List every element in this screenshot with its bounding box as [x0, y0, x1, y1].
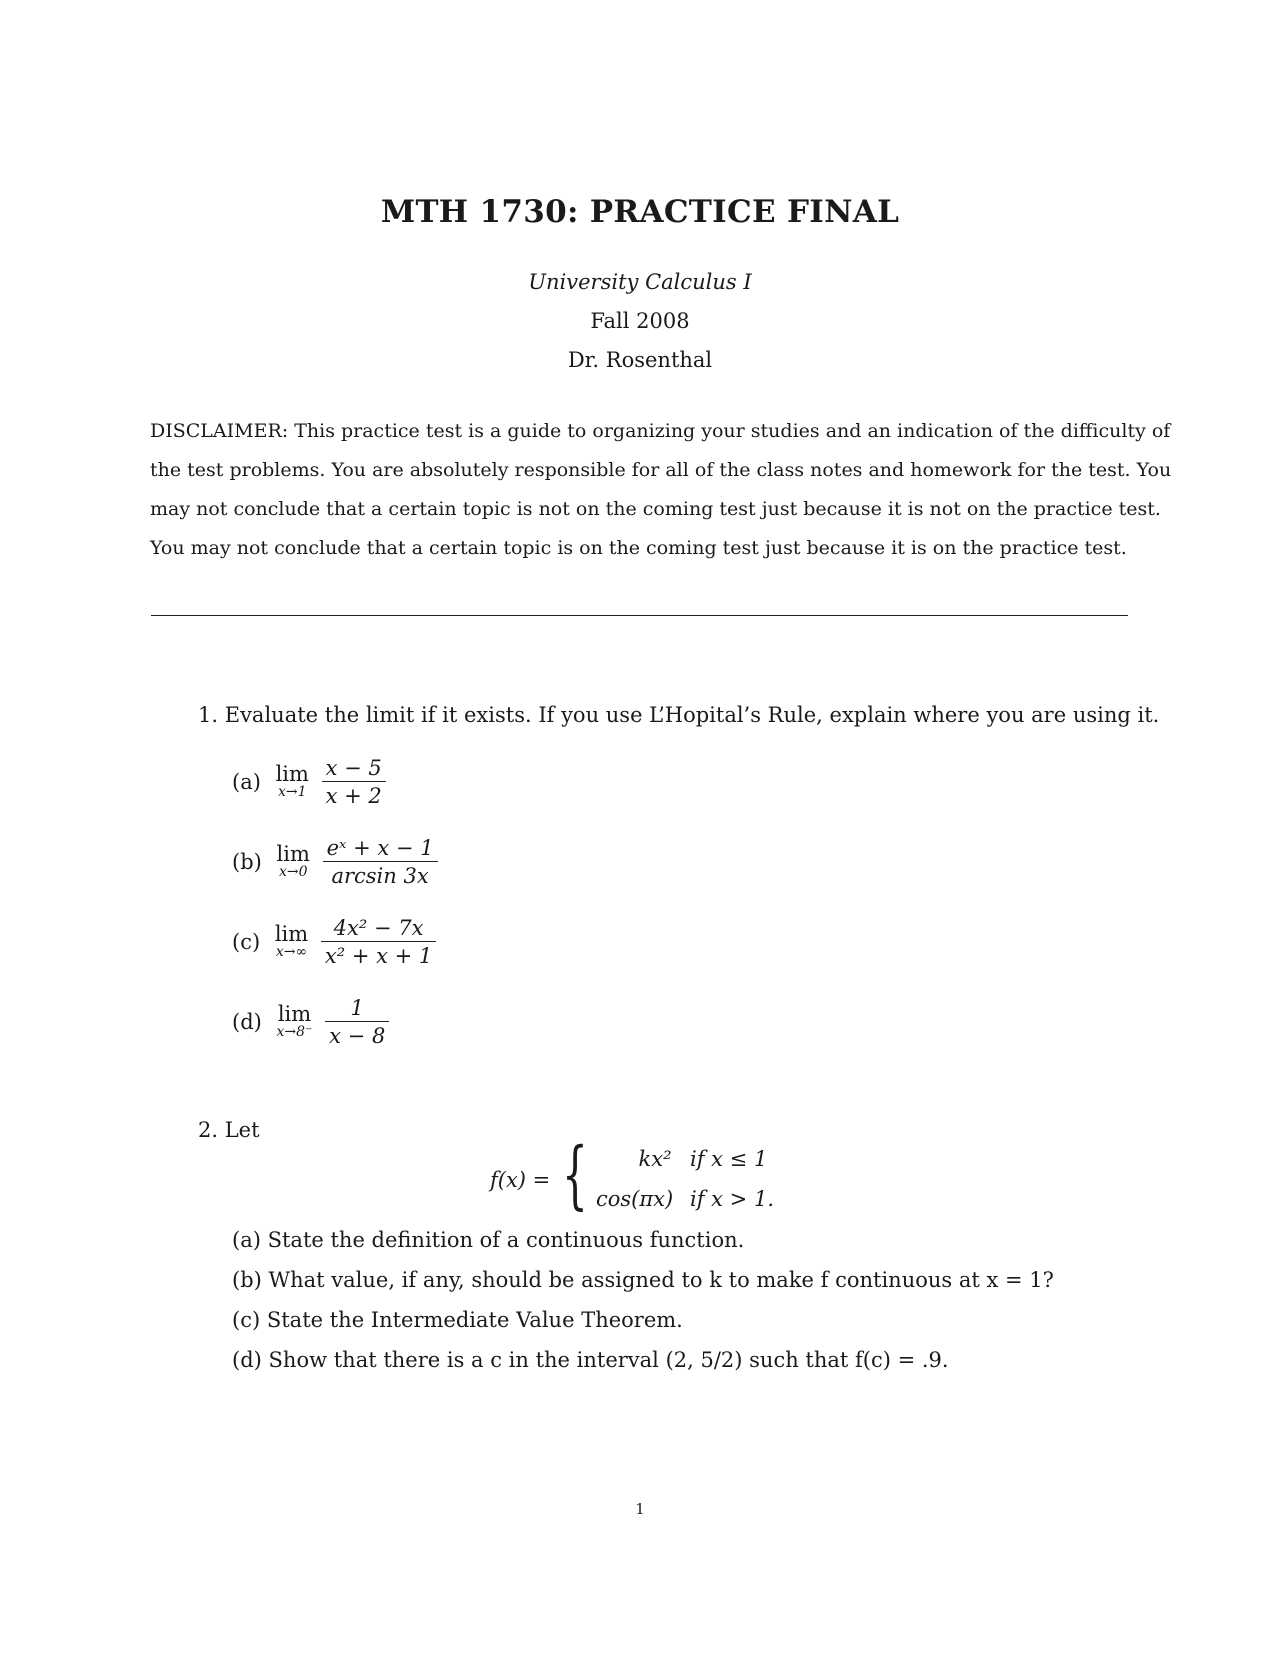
- part-label: (a): [232, 1228, 261, 1252]
- limit-operator: lim x→0: [276, 842, 310, 880]
- limit-operator: lim x→8⁻: [276, 1002, 313, 1040]
- part-label: (a): [232, 770, 261, 794]
- part-label: (c): [232, 1308, 261, 1332]
- problem-1a: [232, 756, 386, 808]
- instructor: Dr. Rosenthal: [567, 348, 713, 372]
- part-label: (c): [232, 930, 261, 954]
- case-2-expr: cos(πx): [596, 1187, 674, 1211]
- problem-2-text: Let: [224, 1118, 260, 1142]
- disclaimer-line-2: the test problems. You are absolutely responsible for all of the class notes and homework for the test. You: [150, 459, 1172, 481]
- fraction: [323, 836, 438, 888]
- part-text: What value, if any, should be assigned to k to make f continuous at x = 1?: [268, 1268, 1054, 1292]
- page-title: MTH 1730: PRACTICE FINAL: [380, 194, 900, 230]
- problem-1c: [232, 916, 436, 968]
- limit-operator: lim x→1: [275, 762, 309, 800]
- part-text: State the definition of a continuous function.: [267, 1228, 745, 1252]
- problem-2d: [232, 1348, 949, 1372]
- case-2-cond: if x > 1.: [690, 1187, 774, 1211]
- left-brace: {: [562, 1132, 588, 1218]
- problem-2-number: 2.: [198, 1118, 219, 1142]
- denominator: arcsin 3x: [331, 864, 429, 888]
- part-label: (b): [232, 1268, 262, 1292]
- part-label: (b): [232, 850, 262, 874]
- denominator: x − 8: [329, 1024, 386, 1048]
- part-label: (d): [232, 1348, 262, 1372]
- problem-1-prompt: [198, 703, 1159, 727]
- fraction: [325, 996, 389, 1048]
- problem-1-text: Evaluate the limit if it exists. If you use L’Hopital’s Rule, explain where you are using it.: [224, 703, 1160, 727]
- problem-2-prompt: [198, 1118, 260, 1142]
- problem-2b: [232, 1268, 1054, 1292]
- limit-operator: lim x→∞: [274, 922, 309, 960]
- fraction: [322, 756, 386, 808]
- horizontal-divider: [151, 615, 1128, 616]
- case-1-cond: if x ≤ 1: [690, 1147, 768, 1171]
- numerator: eˣ + x − 1: [323, 836, 438, 862]
- page-number: 1: [635, 1500, 645, 1518]
- course-name: University Calculus I: [528, 270, 752, 294]
- problem-2a: [232, 1228, 744, 1252]
- disclaimer-line-4: You may not conclude that a certain topic is on the coming test just because it is on the practice test.: [150, 537, 1127, 559]
- disclaimer-line-3: may not conclude that a certain topic is not on the coming test just because it is not on the practice test.: [150, 498, 1161, 520]
- problem-1b: [232, 836, 438, 888]
- fraction: [321, 916, 436, 968]
- part-text: State the Intermediate Value Theorem.: [266, 1308, 683, 1332]
- disclaimer-line-1: DISCLAIMER: This practice test is a guide to organizing your studies and an indication of the difficulty of: [150, 420, 1171, 442]
- problem-1d: [232, 996, 389, 1048]
- problem-1-number: 1.: [198, 703, 219, 727]
- problem-2c: [232, 1308, 683, 1332]
- numerator: x − 5: [322, 756, 386, 782]
- function-lhs: f(x) =: [490, 1168, 551, 1192]
- numerator: 4x² − 7x: [321, 916, 436, 942]
- denominator: x + 2: [325, 784, 382, 808]
- part-label: (d): [232, 1010, 262, 1034]
- denominator: x² + x + 1: [324, 944, 433, 968]
- case-1-expr: kx²: [638, 1147, 672, 1171]
- part-text: Show that there is a c in the interval (2, 5/2) such that f(c) = .9.: [268, 1348, 949, 1372]
- term: Fall 2008: [590, 309, 690, 333]
- numerator: 1: [325, 996, 389, 1022]
